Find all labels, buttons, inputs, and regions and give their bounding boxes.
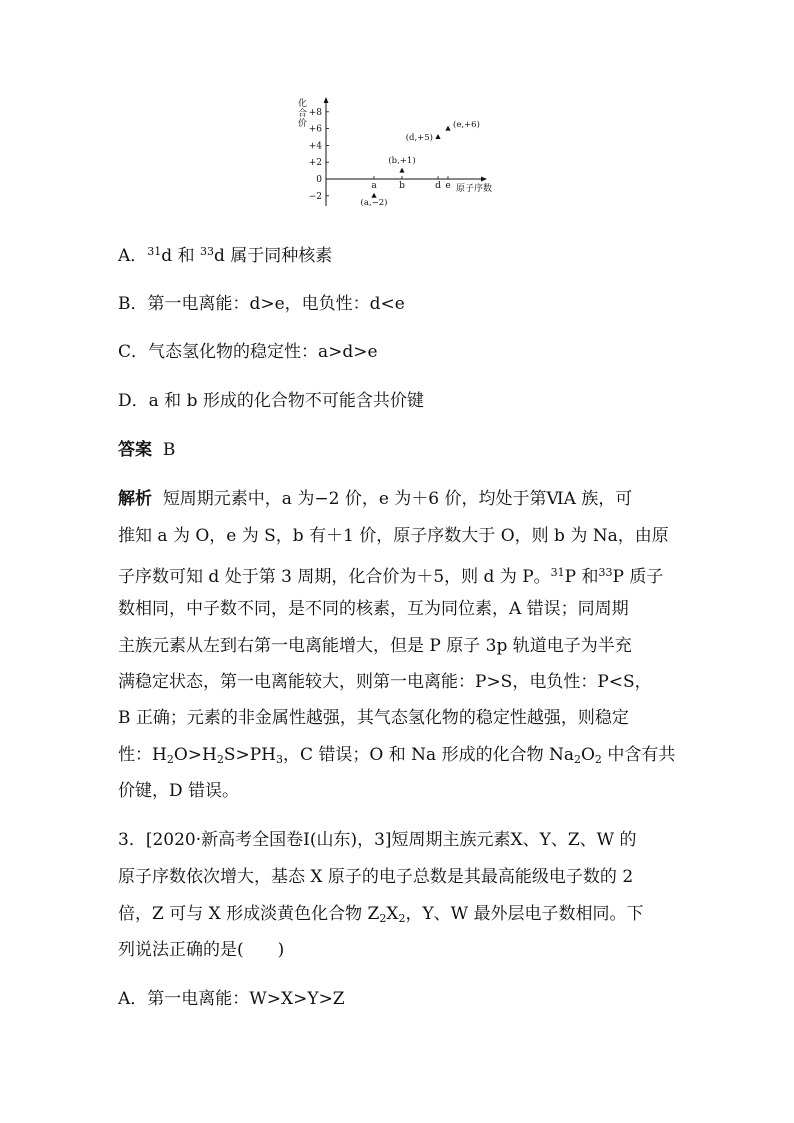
point-label-d: (d,+5) xyxy=(405,133,433,143)
data-point-d xyxy=(435,134,440,139)
s8b: 2 xyxy=(216,753,224,766)
option-b: B．第一电离能：d>e，电负性：d<e xyxy=(118,294,405,314)
analysis-line-2: 推知 a 为 O，e 为 S，b 有＋1 价，原子序数大于 O，则 b 为 Na，由原 xyxy=(118,526,669,546)
q3-text-3c: ，Y、W 最外层电子数相同。下 xyxy=(405,904,644,924)
option-a-prefix: A． xyxy=(118,246,148,266)
q3-option-a: A．第一电离能：W>X>Y>Z xyxy=(118,989,345,1009)
y-tick-label: −2 xyxy=(308,191,322,202)
data-point-e xyxy=(445,126,450,131)
x-axis-label: 原子序数 xyxy=(456,184,493,194)
data-point-b xyxy=(399,168,404,173)
t8d: ，C 错误；O 和 Na 形成的化合物 Na xyxy=(283,745,574,765)
isotope-mass-33: 33 xyxy=(199,245,214,258)
analysis-label: 解析 xyxy=(118,489,152,509)
t8b: O>H xyxy=(173,745,217,765)
s8e: 2 xyxy=(594,753,602,766)
y-axis-arrow xyxy=(324,97,329,103)
analysis-text-3b: P 和 xyxy=(564,567,599,587)
q3-text-3a: 倍，Z 可与 X 形成淡黄色化合物 Z xyxy=(118,904,380,924)
x-axis-arrow xyxy=(481,177,487,182)
t8e: O xyxy=(580,745,595,765)
isotope-mass-31: 31 xyxy=(147,245,162,258)
answer-label: 答案 xyxy=(118,440,152,460)
q3-text-3b: X xyxy=(386,904,399,924)
q3-line-3 xyxy=(118,904,644,929)
point-label-a: (a,−2) xyxy=(360,198,388,208)
point-label-e: (e,+6) xyxy=(453,120,480,130)
answer xyxy=(118,440,175,460)
x-tick-label-b: b xyxy=(399,181,405,191)
option-a-mid: d 和 xyxy=(161,246,200,266)
t8c: S>PH xyxy=(223,745,276,765)
t8a: 性：H xyxy=(118,745,167,765)
analysis-line-5: 主族元素从左到右第一电离能增大，但是 P 原子 3p 轨道电子为半充 xyxy=(118,636,632,656)
y-tick-label: 0 xyxy=(316,175,322,185)
s8d: 2 xyxy=(573,753,581,766)
x-tick-label-a: a xyxy=(371,181,377,191)
option-d: D．a 和 b 形成的化合物不可能含共价键 xyxy=(118,391,424,411)
q3-line-1: 3．[2020·新高考全国卷Ⅰ(山东)，3]短周期主族元素X、Y、Z、W 的 xyxy=(118,830,637,850)
option-a xyxy=(118,242,332,266)
t8f: 中含有共 xyxy=(601,745,676,765)
answer-value: B xyxy=(162,440,176,460)
analysis-text-3a: 子序数可知 d 处于第 3 周期，化合价为＋5，则 d 为 P。 xyxy=(118,567,551,587)
analysis-line-9: 价键，D 错误。 xyxy=(118,781,240,801)
x-tick-label-d: d xyxy=(435,181,441,191)
analysis-line-1 xyxy=(118,489,632,509)
analysis-text-1: 短周期元素中，a 为−2 价，e 为＋6 价，均处于第ⅥA 族，可 xyxy=(162,489,633,509)
q3-sub-1: 2 xyxy=(379,912,387,925)
analysis-line-4: 数相同，中子数不同，是不同的核素，互为同位素，A 错误；同周期 xyxy=(118,599,629,619)
q3-line-2: 原子序数依次增大，基态 X 原子的电子总数是其最高能级电子数的 2 xyxy=(118,867,634,887)
analysis-text-3c: P 质子 xyxy=(612,567,664,587)
point-label-b: (b,+1) xyxy=(388,156,416,166)
isotope-31: 31 xyxy=(550,566,565,579)
y-axis-label: 化合价 xyxy=(298,99,308,129)
analysis-line-3 xyxy=(118,563,663,587)
y-tick-label: +2 xyxy=(308,158,322,169)
q3-line-4: 列说法正确的是( ) xyxy=(118,940,285,960)
y-tick-label: +6 xyxy=(308,124,322,135)
option-c: C．气态氢化物的稳定性：a>d>e xyxy=(118,342,378,362)
y-tick-label: +4 xyxy=(308,141,322,152)
analysis-line-7: B 正确；元素的非金属性越强，其气态氢化物的稳定性越强，则稳定 xyxy=(118,708,629,728)
valence-chart xyxy=(290,94,505,214)
s8a: 2 xyxy=(166,753,174,766)
option-a-end: d 属于同种核素 xyxy=(213,246,333,266)
y-tick-label: +8 xyxy=(308,107,322,118)
isotope-33: 33 xyxy=(598,566,613,579)
analysis-line-6: 满稳定状态，第一电离能较大，则第一电离能：P>S，电负性：P<S， xyxy=(118,672,652,692)
q3-sub-2: 2 xyxy=(398,912,406,925)
x-tick-label-e: e xyxy=(445,181,451,191)
analysis-line-8 xyxy=(118,745,675,770)
s8c: 3 xyxy=(276,753,283,766)
